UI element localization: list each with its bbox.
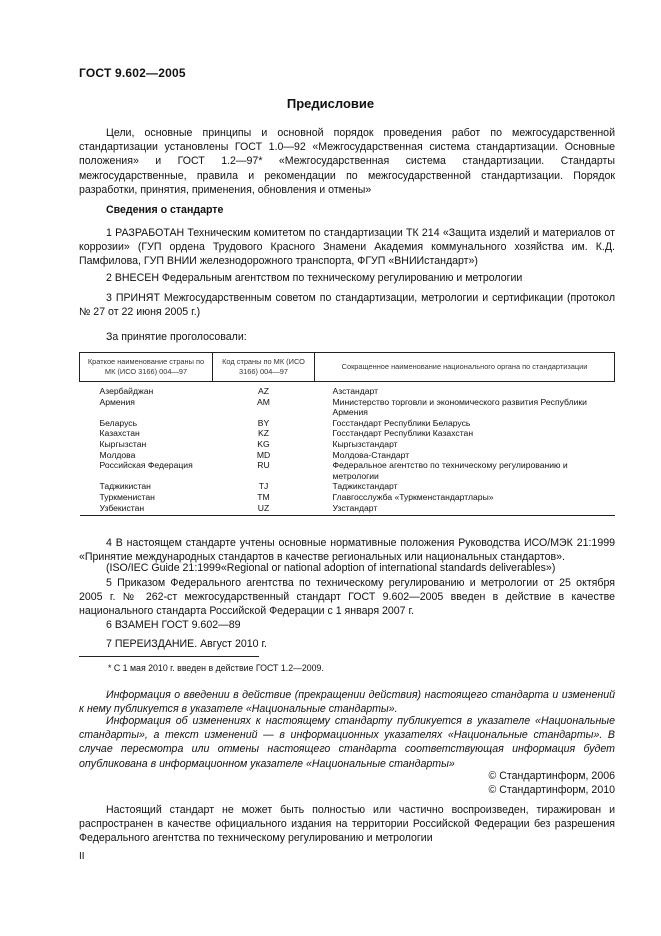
item-4-text: 4 В настоящем стандарте учтены основные нормативные положения Руководства ИСО/МЭК 21:1999 «Принятие международных стандартов в качестве региональных или национальных стандартов». [79, 537, 615, 564]
item-2-text: 2 ВНЕСЕН Федеральным агентством по техническому регулированию и метрологии [106, 272, 523, 284]
col-header-code: Код страны по МК (ИСО 3166) 004—97 [213, 353, 315, 382]
country-cell: Кыргызстан [99, 438, 147, 449]
code-cell: AM [257, 396, 270, 407]
country-cell: Узбекистан [80, 503, 213, 516]
item-2 [79, 271, 615, 285]
copyright-2006: © Стандартинформ, 2006 [488, 770, 615, 782]
table-row [80, 428, 615, 439]
info-introduction [79, 688, 615, 716]
code-cell: KZ [258, 428, 269, 439]
copyright-2010: © Стандартинформ, 2010 [488, 784, 615, 796]
page-number: II [79, 851, 85, 862]
code-cell: TJ [258, 481, 269, 492]
country-cell: Российская Федерация [99, 460, 193, 471]
body-cell: Азстандарт [332, 386, 379, 396]
item-1-text: 1 РАЗРАБОТАН Техническим комитетом по стандартизации ТК 214 «Защита изделий и материалов от коррозии» (ГУП ордена Трудового Красного Знамени Академия коммунального хозяйства им. К.Д. Памфилова, ГУП ВНИИ железнодорожного транспорта, ФГУП «ВНИИстандарт») [79, 227, 615, 268]
body-cell: Министерство торговли и экономического развития Республики Армения [332, 396, 587, 418]
table-row [80, 492, 615, 503]
code-cell: KG [257, 438, 270, 449]
info-heading: Сведения о стандарте [106, 204, 224, 216]
col-header-country: Краткое наименование страны по МК (ИСО 3166) 004—97 [80, 353, 213, 382]
item-4-english: (ISO/IEC Guide 21:1999«Regional or national adoption of international standards deliverables») [106, 562, 556, 574]
footnote: * С 1 мая 2010 г. введен в действие ГОСТ 1.2—2009. [108, 663, 324, 673]
info-introduction-text: Информация о введении в действие (прекращении действия) настоящего стандарта и изменений к нему публикуется в указателе «Национальные стандарты». [79, 689, 615, 716]
table-row [80, 397, 615, 418]
body-cell: Таджикстандарт [332, 481, 398, 492]
code-cell: TM [257, 491, 270, 502]
country-cell: Таджикистан [99, 481, 151, 492]
voted-label: За принятие проголосовали: [106, 331, 247, 343]
code-cell: RU [257, 460, 270, 471]
table-row [80, 382, 615, 397]
reproduction-notice [79, 803, 615, 846]
code-cell: AZ [258, 386, 269, 396]
col-header-body: Сокращенное наименование национального органа по стандартизации [315, 353, 615, 382]
body-cell: Главгосслужба «Туркменстандартлары» [332, 491, 494, 502]
footnote-divider [79, 656, 259, 657]
intro-text: Цели, основные принципы и основной порядок проведения работ по межгосударственной стандартизации установлены ГОСТ 1.0—92 «Межгосударственная система стандартизации. Основные положения» и ГОСТ 1.2—97* «Межгосударственная система стандартизации. Стандарты межгосударственные, правила и рекомендации по межгосударственной стандартизации. Порядок разработки, принятия, применения, обновления и отмены» [79, 127, 615, 196]
item-3 [79, 291, 615, 319]
item-3-text: 3 ПРИНЯТ Межгосударственным советом по стандартизации, метрологии и сертификации (протокол № 27 от 22 июня 2005 г.) [79, 292, 615, 319]
country-cell: Казахстан [99, 428, 140, 439]
voting-table [79, 352, 615, 516]
country-cell: Азербайджан [99, 386, 154, 396]
code-cell: BY [257, 417, 270, 428]
item-6: 6 ВЗАМЕН ГОСТ 9.602—89 [106, 619, 241, 631]
item-5-text: 5 Приказом Федерального агентства по техническому регулированию и метрологии от 25 октября 2005 г. № 262-ст межгосударственный стандарт ГОСТ 9.602—2005 введен в действие в качестве национального стандарта Российской Федерации с 1 января 2007 г. [79, 577, 615, 618]
item-5 [79, 576, 615, 619]
table-row [80, 503, 615, 516]
body-cell: Госстандарт Республики Казахстан [332, 428, 474, 439]
code-cell: MD [256, 449, 271, 460]
country-cell: Беларусь [99, 417, 138, 428]
country-cell: Туркменистан [99, 491, 155, 502]
info-changes-text: Информация об изменениях к настоящему стандарту публикуется в указателе «Национальные стандарты», а текст изменений — в информационных указателях «Национальные стандарты». В случае пересмотра или отмены настоящего стандарта соответствующая информация будет опубликована в информационном указателе «Национальные стандарты» [79, 715, 615, 770]
item-1 [79, 226, 615, 269]
info-changes [79, 714, 615, 771]
body-cell: Федеральное агентство по техническому регулированию и метрологии [332, 460, 568, 481]
country-cell: Молдова [99, 449, 136, 460]
code-cell: UZ [213, 503, 315, 516]
item-7: 7 ПЕРЕИЗДАНИЕ. Август 2010 г. [106, 638, 267, 650]
item-4 [79, 536, 615, 564]
page-title: Предисловие [286, 96, 375, 111]
table-header-row [80, 353, 615, 382]
document-code: ГОСТ 9.602—2005 [79, 66, 186, 80]
body-cell: Узстандарт [315, 503, 615, 516]
reproduction-notice-text: Настоящий стандарт не может быть полностью или частично воспроизведен, тиражирован и распространен в качестве официального издания на территории Российской Федерации без разрешения Федерального агентства по техническому регулированию и метрологии [79, 804, 615, 845]
table-row [80, 439, 615, 450]
body-cell: Кыргызстандарт [332, 438, 398, 449]
table-row [80, 418, 615, 429]
country-cell: Армения [99, 396, 135, 407]
table-row [80, 460, 615, 481]
intro-paragraph [79, 126, 615, 197]
body-cell: Молдова-Стандарт [332, 449, 410, 460]
table-row [80, 450, 615, 461]
body-cell: Госстандарт Республики Беларусь [332, 417, 471, 428]
table-row [80, 481, 615, 492]
